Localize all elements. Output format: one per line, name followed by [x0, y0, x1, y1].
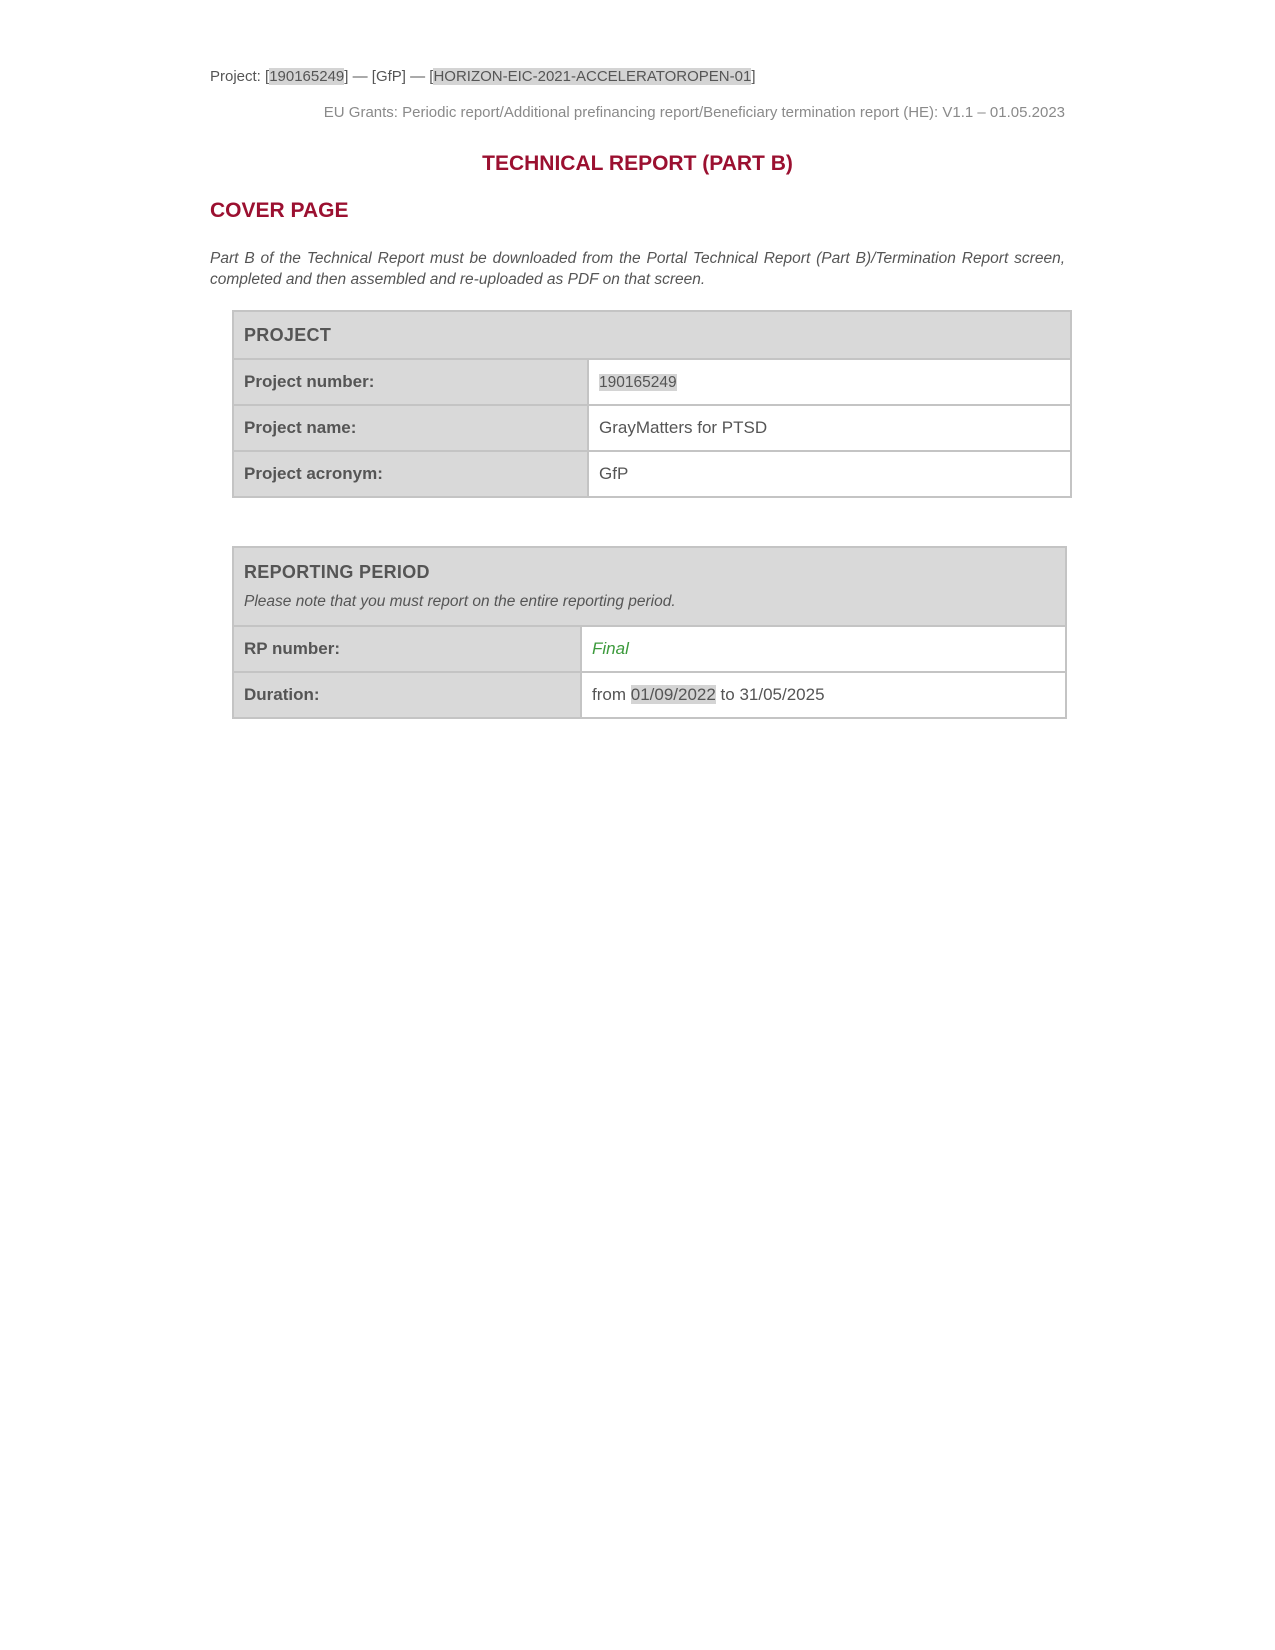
table-row [233, 672, 1066, 718]
reporting-period-note: Please note that you must report on the entire reporting period. [244, 593, 676, 610]
reporting-period-table [232, 546, 1067, 719]
project-number-label: Project number: [233, 359, 588, 405]
header-call-id: HORIZON-EIC-2021-ACCELERATOROPEN-01 [433, 68, 752, 85]
project-name-label: Project name: [233, 405, 588, 451]
duration-from: from [592, 685, 631, 704]
page-header [210, 68, 756, 85]
rp-number-value: Final [592, 639, 629, 658]
project-acronym-field[interactable]: GfP [588, 451, 1071, 497]
header-acronym: ] — [GfP] — [ [344, 68, 434, 85]
rp-number-label: RP number: [233, 626, 581, 672]
project-name-field[interactable]: GrayMatters for PTSD [588, 405, 1071, 451]
project-acronym-label: Project acronym: [233, 451, 588, 497]
duration-end: to 31/05/2025 [715, 685, 825, 704]
table-row [233, 405, 1071, 451]
header-project-number: 190165249 [269, 68, 345, 85]
header-prefix: Project: [ [210, 68, 270, 85]
project-section-heading: PROJECT [233, 311, 1071, 359]
reporting-period-section [233, 547, 1066, 626]
cover-page-heading: COVER PAGE [210, 199, 349, 222]
header-suffix: ] [751, 68, 756, 85]
template-version: EU Grants: Periodic report/Additional prefinancing report/Beneficiary termination report (HE): V1.1 – 01.05.2023 [323, 104, 1065, 121]
duration-field[interactable] [581, 672, 1066, 718]
project-number-value: 190165249 [599, 374, 677, 391]
project-number-field[interactable] [588, 359, 1071, 405]
document-title: TECHNICAL REPORT (PART B) [482, 152, 793, 175]
table-row [233, 359, 1071, 405]
reporting-period-heading: REPORTING PERIOD [244, 562, 430, 582]
table-row [233, 451, 1071, 497]
duration-label: Duration: [233, 672, 581, 718]
rp-number-field[interactable] [581, 626, 1066, 672]
instructions-text: Part B of the Technical Report must be downloaded from the Portal Technical Report (Part B)/Termination Report screen, completed and then assembled and re-uploaded as PDF on that screen. [210, 250, 1065, 288]
project-table [232, 310, 1072, 498]
table-row [233, 626, 1066, 672]
duration-start-date: 01/09/2022 [630, 685, 716, 704]
